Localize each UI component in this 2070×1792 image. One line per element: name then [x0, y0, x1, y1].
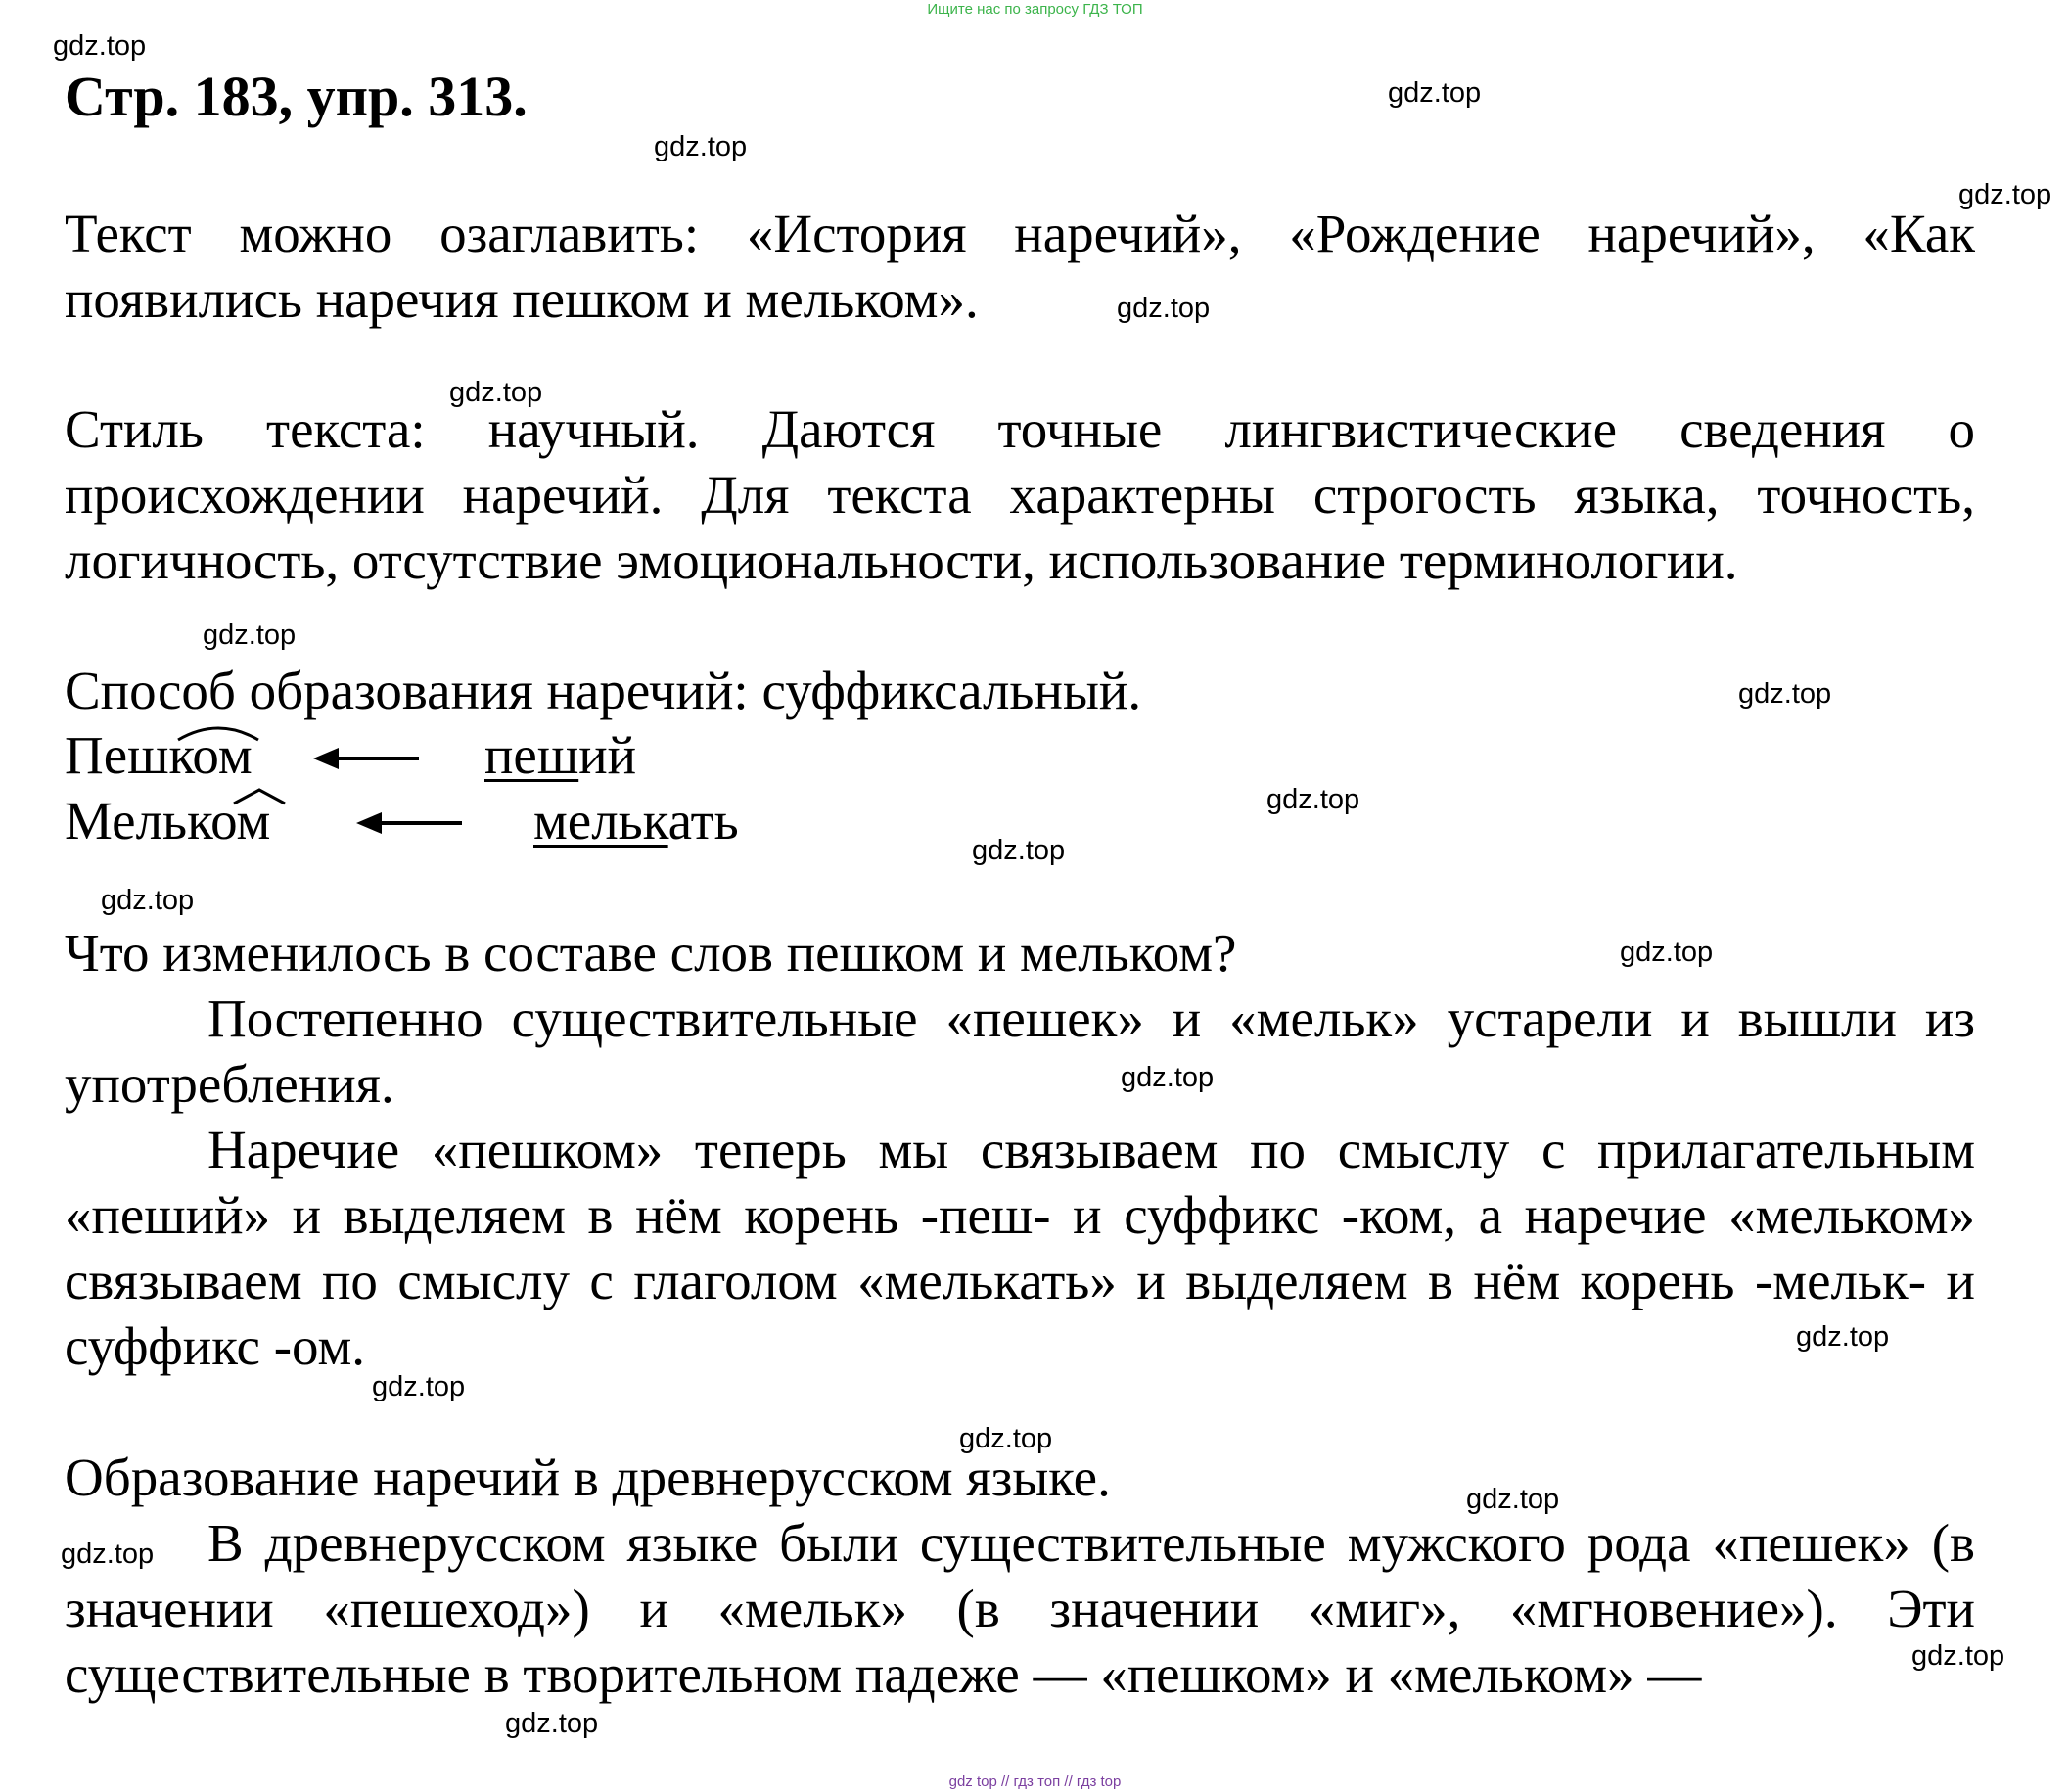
method-line: Способ образования наречий: суффиксальный.: [65, 661, 1142, 720]
left-arrow-icon: [354, 808, 464, 838]
page-title: Стр. 183, упр. 313.: [65, 65, 528, 128]
paragraph-history: В древнерусском языке были существительные мужского рода «пешек» (в значении «пешеход») и «мельк» (в значении «миг», «мгновение»). Эти существительные в творительном падеже — «пешком» и «мельком» —: [65, 1513, 1975, 1704]
watermark: gdz.top: [53, 30, 147, 62]
watermark: gdz.top: [449, 377, 543, 408]
paragraph-answer-1: Постепенно существительные «пешек» и «мельк» устарели и вышли из употребления.: [65, 988, 1975, 1114]
word-suffix: ком: [168, 725, 253, 785]
history-heading: Образование наречий в древнерусском языке.: [65, 1447, 1111, 1507]
source-root: пеш: [484, 725, 579, 785]
watermark: gdz.top: [1388, 77, 1482, 109]
watermark: gdz.top: [1117, 293, 1211, 324]
suffix-arc-mark: [230, 786, 289, 807]
watermark: gdz.top: [1738, 678, 1832, 710]
watermark: gdz.top: [101, 885, 195, 916]
word-stem: Пеш: [65, 725, 169, 785]
watermark: gdz.top: [61, 1539, 155, 1570]
paragraph-style: Стиль текста: научный. Даются точные лингвистические сведения о происхождении наречий. Для текста характерны строгость языка, точность, логичность, отсутствие эмоциональности, использование терминологии.: [65, 399, 1975, 590]
watermark: gdz.top: [1466, 1484, 1560, 1515]
suffix-arc-mark: [174, 720, 262, 744]
question-line: Что изменилось в составе слов пешком и мельком?: [65, 923, 1237, 983]
word-stem: Мельк: [65, 791, 211, 850]
watermark: gdz.top: [1620, 937, 1714, 968]
source-word-peshiy: [484, 722, 636, 788]
paragraph-answer-2: Наречие «пешком» теперь мы связываем по смыслу с прилагательным «пеший» и выделяем в нём корень -пеш- и суффикс -ком, а наречие «мельком» связываем по смыслу с глаголом «мелькать» и выделяем в нём корень -мельк- и суффикс -ом.: [65, 1120, 1975, 1376]
watermark: gdz.top: [654, 131, 748, 162]
watermark: gdz.top: [1121, 1062, 1215, 1093]
source-ending: ать: [667, 791, 739, 850]
watermark: gdz.top: [1796, 1321, 1890, 1353]
watermark: gdz.top: [203, 620, 297, 651]
watermark: gdz.top: [372, 1371, 466, 1402]
source-word-melkat: [533, 788, 739, 853]
watermark: gdz.top: [1266, 784, 1360, 815]
search-banner: Ищите нас по запросу ГДЗ ТОП: [927, 1, 1143, 18]
footer-links: gdz top // гдз топ // гдз top: [948, 1773, 1122, 1790]
watermark: gdz.top: [1911, 1640, 2005, 1672]
left-arrow-icon: [311, 744, 421, 773]
source-root: мельк: [533, 791, 668, 850]
watermark: gdz.top: [505, 1708, 599, 1739]
source-ending: ий: [578, 725, 637, 785]
paragraph-titles: Текст можно озаглавить: «История наречий», «Рождение наречий», «Как появились наречия пешком и мельком».: [65, 204, 1975, 329]
watermark: gdz.top: [972, 835, 1066, 866]
watermark: gdz.top: [959, 1423, 1053, 1454]
word-suffix: ом: [210, 791, 271, 850]
watermark: gdz.top: [1958, 179, 2052, 210]
